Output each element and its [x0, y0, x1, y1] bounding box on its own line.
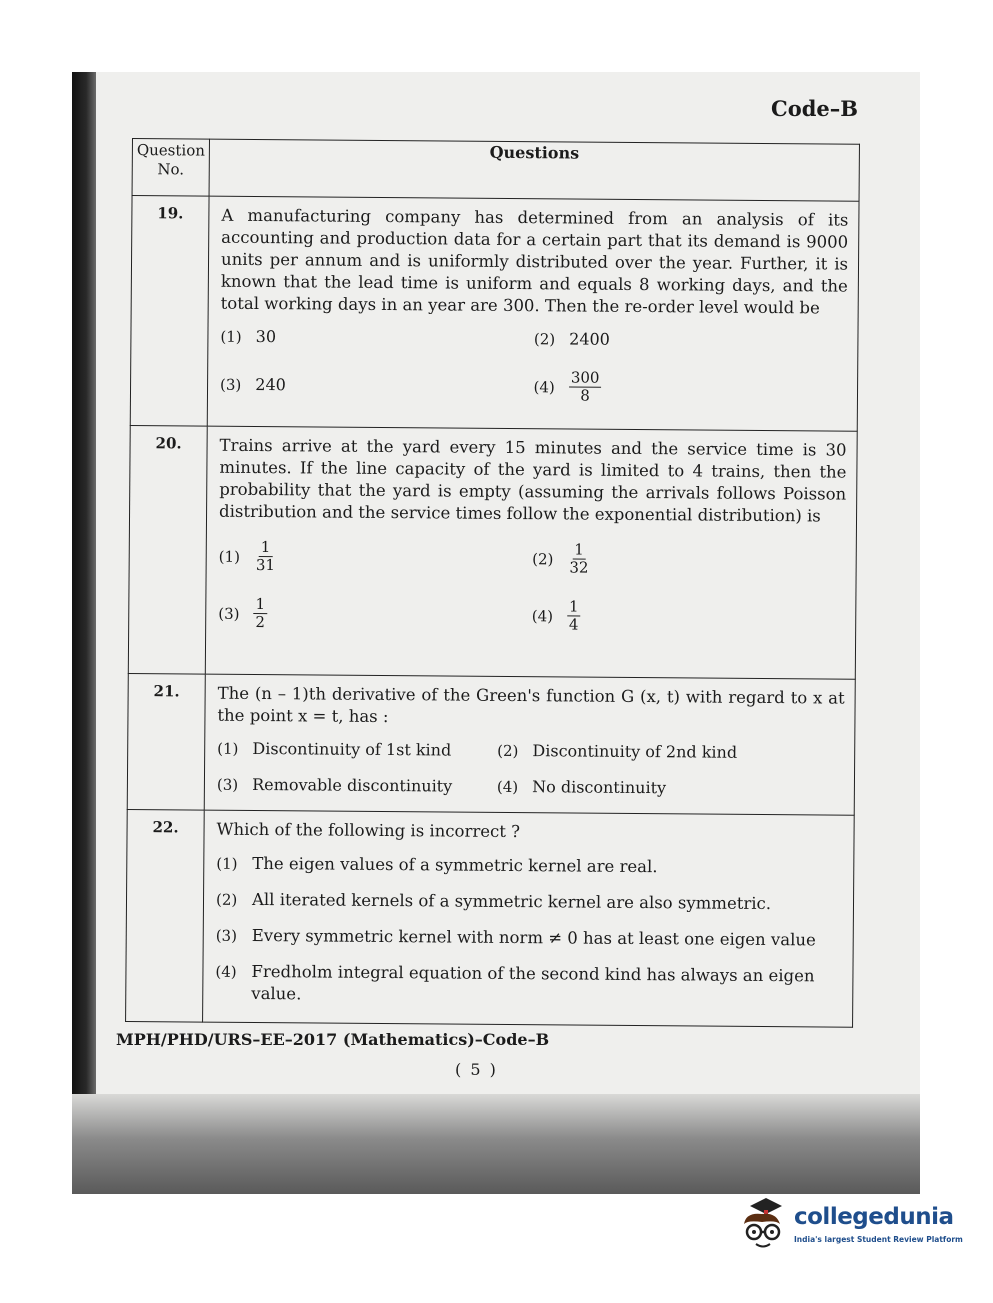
header-question-no: Question No.	[132, 139, 209, 197]
page-number: ( 5 )	[455, 1060, 498, 1079]
fraction	[569, 369, 602, 404]
option-4	[497, 775, 844, 802]
denominator: 2	[255, 612, 266, 632]
fraction	[567, 541, 590, 576]
option-4	[532, 598, 846, 635]
question-row-21	[127, 673, 855, 815]
denominator: 4	[568, 615, 579, 634]
denominator: 32	[569, 558, 589, 577]
fraction	[253, 596, 267, 631]
option-1	[219, 539, 533, 576]
option-label: (2)	[215, 890, 238, 909]
option-label: (3)	[219, 375, 242, 394]
scanned-page	[72, 72, 920, 1194]
option-value: 240	[255, 374, 286, 394]
option-value: All iterated kernels of a symmetric kernel are also symmetric.	[251, 889, 772, 914]
option-label: (4)	[496, 777, 519, 797]
question-text: Which of the following is incorrect ?	[216, 819, 521, 842]
header-questions: Questions	[209, 139, 859, 201]
fraction	[254, 539, 277, 574]
options-grid	[220, 325, 848, 407]
option-label: (1)	[217, 739, 239, 758]
table-header-row	[132, 139, 859, 202]
scan-bottom-shadow	[72, 1094, 920, 1194]
option-value: Removable discontinuity	[252, 774, 453, 796]
option-3	[220, 367, 534, 404]
question-number: 19.	[130, 196, 209, 427]
options-grid	[217, 737, 844, 802]
option-value: The eigen values of a symmetric kernel are real.	[252, 853, 658, 877]
option-label: (3)	[218, 604, 240, 623]
brand-name: collegedunia	[794, 1204, 954, 1230]
questions-table	[125, 138, 860, 1028]
mascot-icon	[736, 1196, 792, 1254]
fraction	[567, 598, 581, 633]
option-value: 30	[255, 326, 277, 347]
scan-left-edge	[72, 72, 96, 1194]
option-value: Discontinuity of 2nd kind	[532, 741, 738, 762]
option-1	[220, 325, 534, 351]
denominator: 8	[580, 386, 590, 405]
numerator: 1	[567, 598, 581, 616]
question-row-19	[130, 196, 859, 432]
question-number: 22.	[126, 809, 205, 1022]
option-value: Every symmetric kernel with norm ≠ 0 has at least one eigen value	[251, 925, 816, 950]
option-3	[218, 596, 532, 633]
option-4	[533, 369, 847, 406]
option-2	[532, 541, 846, 578]
question-number: 20.	[128, 425, 207, 674]
option-3	[216, 925, 843, 952]
option-2	[216, 889, 843, 916]
numerator: 1	[572, 541, 586, 559]
option-4	[215, 961, 842, 1010]
option-label: (2)	[497, 741, 519, 761]
option-2	[497, 739, 844, 766]
option-label: (2)	[533, 330, 556, 349]
option-label: (4)	[533, 377, 555, 396]
option-2	[534, 327, 848, 353]
option-1	[216, 853, 843, 880]
option-3	[217, 773, 497, 799]
question-text: A manufacturing company has determined from an analysis of its accounting and production data for a certain part that its demand is 9000 units per annum and is uniformly distributed over the year. Further, it is known that the lead time is uniform and equals 8 working days, and the total working days in an year are 300. Then the re-order level would be	[220, 205, 849, 318]
option-label: (1)	[220, 327, 242, 346]
option-1	[217, 737, 497, 763]
numerator: 300	[569, 369, 602, 387]
question-body	[205, 426, 857, 679]
option-value: Fredholm integral equation of the second kind has always an eigen value.	[251, 961, 815, 1004]
option-label: (3)	[216, 775, 239, 794]
numerator: 1	[259, 539, 273, 557]
question-body	[207, 196, 859, 431]
numerator: 1	[254, 596, 268, 614]
option-label: (1)	[216, 854, 238, 873]
options-list	[215, 853, 843, 1010]
option-label: (2)	[532, 549, 554, 568]
exam-footer: MPH/PHD/URS–EE–2017 (Mathematics)–Code–B	[116, 1030, 550, 1049]
question-row-20	[128, 425, 857, 679]
option-label: (4)	[215, 962, 237, 981]
collegedunia-logo	[736, 1196, 966, 1256]
option-value: Discontinuity of 1st kind	[252, 738, 452, 760]
question-row-22	[126, 809, 855, 1027]
option-value: No discontinuity	[532, 777, 667, 798]
options-grid	[218, 539, 846, 636]
option-value: 2400	[569, 329, 610, 349]
denominator: 31	[255, 555, 276, 575]
question-number: 21.	[127, 673, 205, 810]
question-body	[204, 674, 855, 815]
option-label: (1)	[218, 547, 241, 566]
brand-tagline: India's largest Student Review Platform	[794, 1235, 963, 1244]
option-label: (3)	[215, 926, 238, 945]
question-text: Trains arrive at the yard every 15 minutes and the service time is 30 minutes. If the line capacity of the yard is limited to 4 trains, then the probability that the yard is empty (assuming the arrivals follows Poisson distribution and the service times follow the exponential distribution) is	[218, 435, 847, 526]
question-body	[203, 810, 855, 1027]
option-label: (4)	[531, 606, 554, 625]
paper-code: Code–B	[770, 96, 858, 121]
question-text: The (n – 1)th derivative of the Green's function G (x, t) with regard to x at the point x = t, has :	[217, 683, 845, 727]
